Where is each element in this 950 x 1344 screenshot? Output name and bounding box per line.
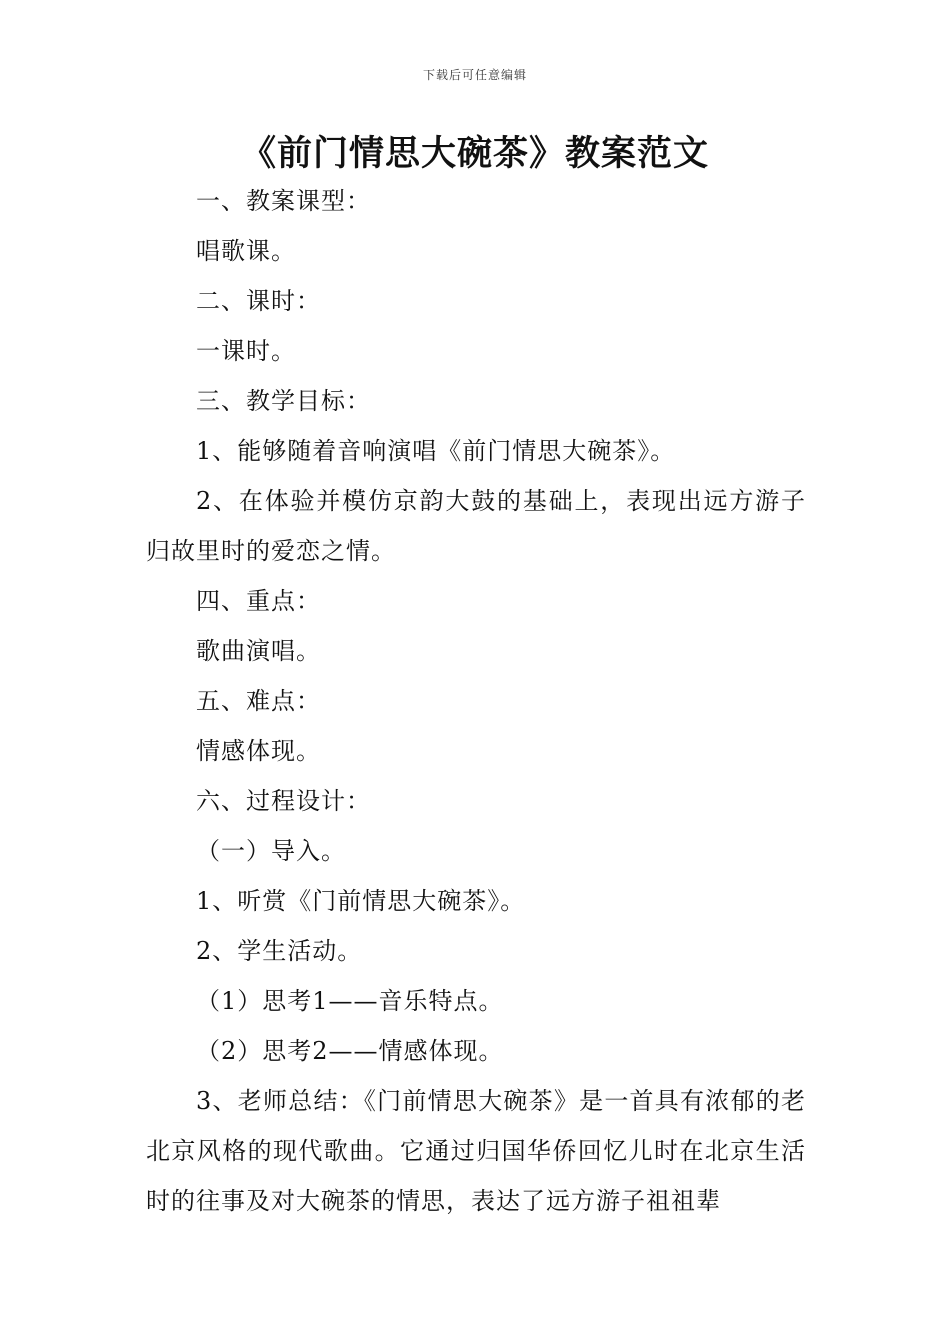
section-heading-process: 六、过程设计： — [196, 787, 371, 815]
section-heading-key-points: 四、重点： — [196, 587, 321, 615]
objective-item-1: 1、能够随着音响演唱《前门情思大碗茶》。 — [196, 437, 676, 465]
process-subitem-2: （2）思考2——情感体现。 — [196, 1037, 504, 1065]
paragraph-key-points: 歌曲演唱。 — [196, 637, 321, 665]
section-heading-class-hours: 二、课时： — [196, 287, 321, 315]
section-heading-difficulties: 五、难点： — [196, 687, 321, 715]
process-item-3: 3、老师总结：《门前情思大碗茶》是一首具有浓郁的老北京风格的现代歌曲。它通过归国华侨回忆儿时在北京生活时的往事及对大碗茶的情思，表达了远方游子祖祖辈 — [146, 1087, 806, 1215]
subsection-introduction: （一）导入。 — [196, 837, 346, 865]
process-item-2: 2、学生活动。 — [196, 937, 363, 965]
process-item-1: 1、听赏《门前情思大碗茶》。 — [196, 887, 526, 915]
document-body — [146, 176, 806, 1226]
paragraph-class-hours: 一课时。 — [196, 337, 296, 365]
header-note: 下载后可任意编辑 — [422, 68, 527, 82]
paragraph-difficulties: 情感体现。 — [196, 737, 321, 765]
process-subitem-1: （1）思考1——音乐特点。 — [196, 987, 504, 1015]
section-heading-lesson-type: 一、教案课型： — [196, 187, 371, 215]
section-heading-objectives: 三、教学目标： — [196, 387, 371, 415]
paragraph-lesson-type: 唱歌课。 — [196, 237, 296, 265]
objective-item-2: 2、在体验并模仿京韵大鼓的基础上，表现出远方游子归故里时的爱恋之情。 — [146, 487, 806, 565]
document-title: 《前门情思大碗茶》教案范文 — [240, 134, 709, 174]
